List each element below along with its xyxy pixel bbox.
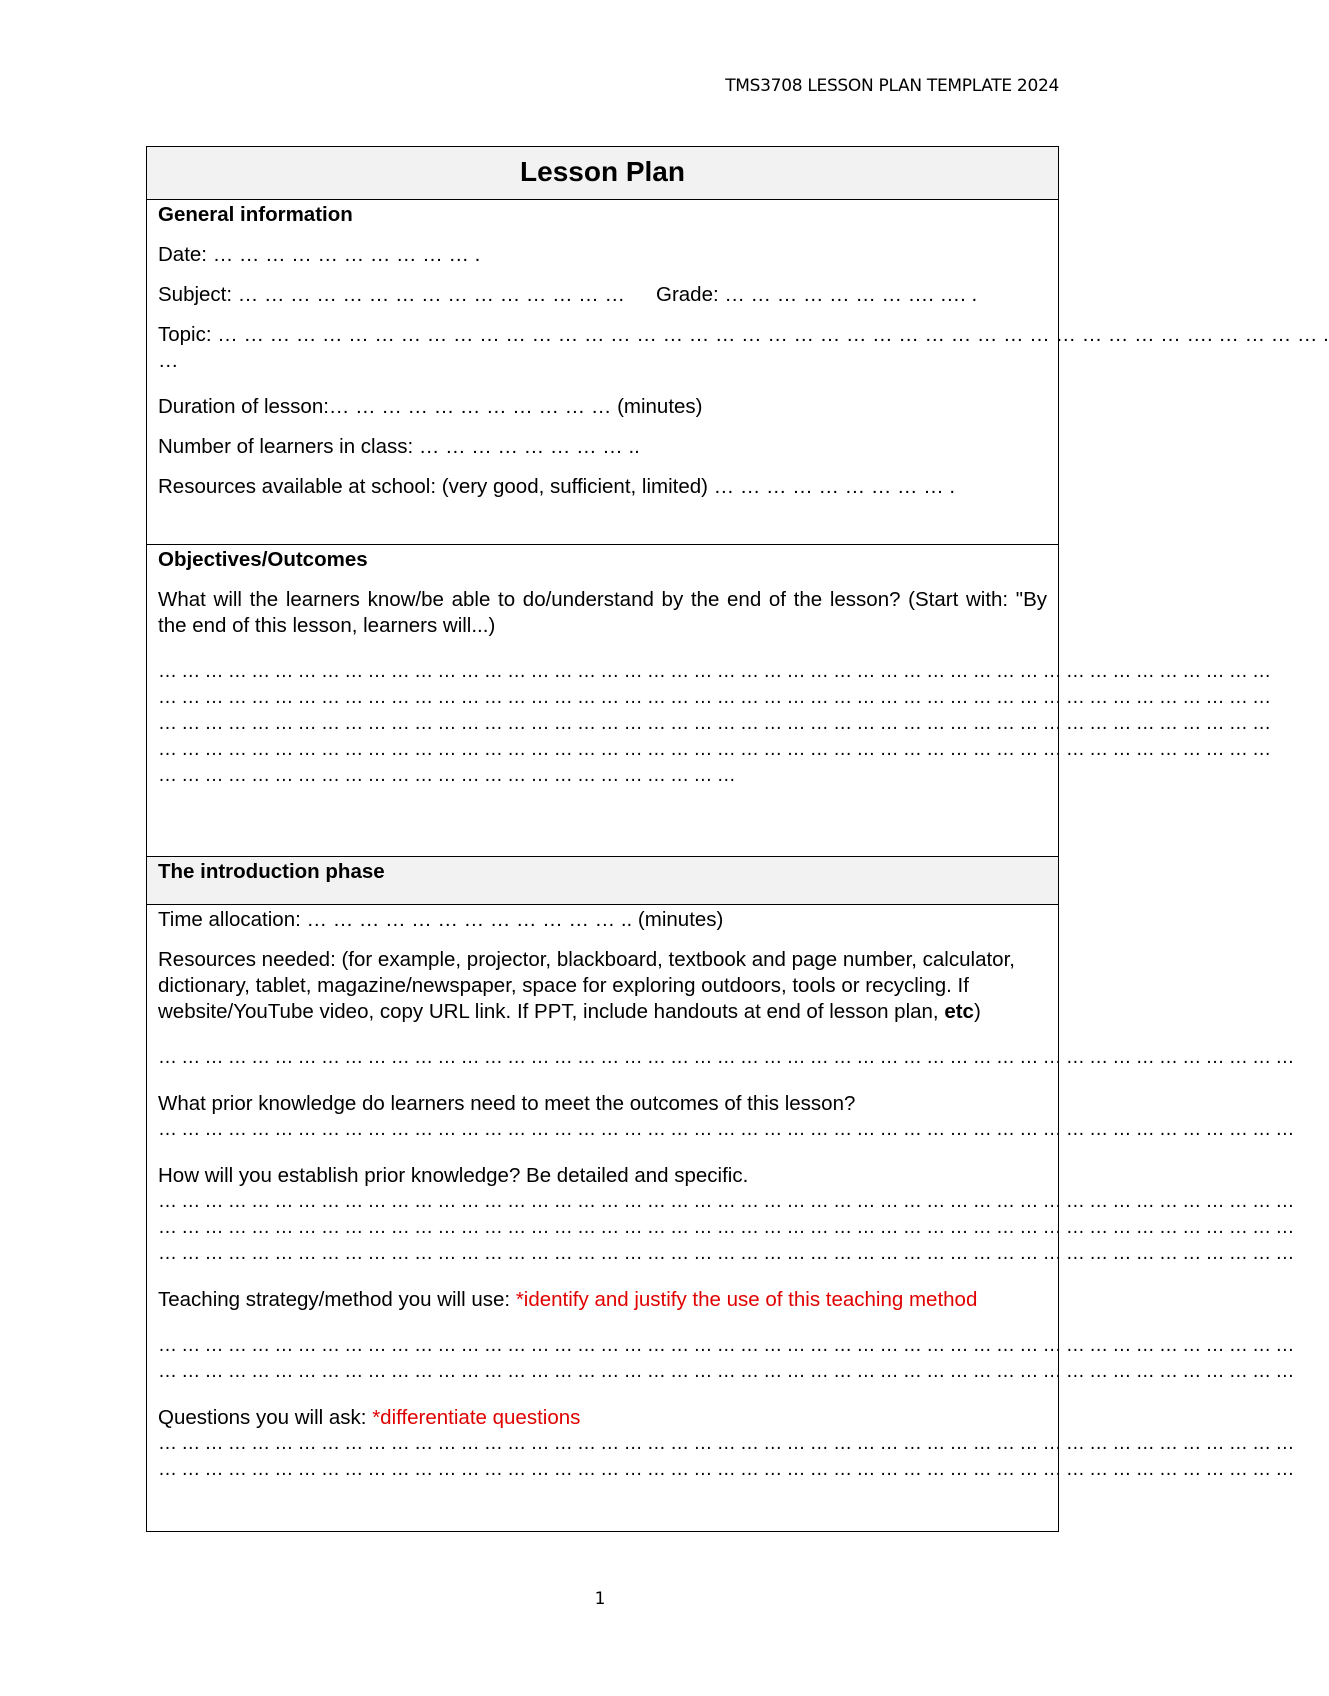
teaching-strategy-answer-line[interactable]: … … … … … … … … … … … … … … … … … … … … … … … … … … … … … … … … … … … … … … … … … … … … … … … … … bbox=[158, 1335, 1294, 1356]
introduction-section bbox=[147, 905, 1294, 1532]
page-number: 1 bbox=[594, 1589, 606, 1609]
page-header: TMS3708 LESSON PLAN TEMPLATE 2024 bbox=[725, 76, 1059, 96]
general-information-section bbox=[147, 200, 1329, 545]
subject-grade-row bbox=[158, 282, 1047, 308]
establish-knowledge-answer-line[interactable]: … … … … … … … … … … … … … … … … … … … … … … … … … … … … … … … … … … … … … … … … … … … … … … … … … bbox=[158, 1217, 1294, 1238]
topic-field-continued: … bbox=[158, 349, 179, 372]
introduction-heading-cell bbox=[147, 857, 1059, 905]
date-field[interactable]: Date: … … … … … … … … … … . bbox=[158, 243, 481, 266]
objectives-answer-line[interactable]: … … … … … … … … … … … … … … … … … … … … … … … … … bbox=[158, 765, 736, 786]
objectives-answer-line[interactable]: … … … … … … … … … … … … … … … … … … … … … … … … … … … … … … … … … … … … … … … … … … … … … … … … bbox=[158, 661, 1271, 682]
prior-knowledge-question: What prior knowledge do learners need to meet the outcomes of this lesson? bbox=[158, 1092, 856, 1115]
time-allocation-field[interactable]: Time allocation: … … … … … … … … … … … … .. (minutes) bbox=[158, 908, 724, 931]
prior-knowledge-answer-line[interactable]: … … … … … … … … … … … … … … … … … … … … … … … … … … … … … … … … … … … … … … … … … … … … … … … … … bbox=[158, 1119, 1294, 1140]
objectives-question: What will the learners know/be able to do/understand by the end of the lesson? (Start with: "By the end of this lesson, learners will...) bbox=[158, 588, 1047, 637]
objectives-answer-line[interactable]: … … … … … … … … … … … … … … … … … … … … … … … … … … … … … … … … … … … … … … … … … … … … … … … … bbox=[158, 713, 1271, 734]
topic-field[interactable]: Topic: … … … … … … … … … … … … … … … … … … … … … … … … … … … … … … … … … … … … … …. … … … … . bbox=[158, 323, 1329, 346]
learners-count-field[interactable]: Number of learners in class: … … … … … … … … .. bbox=[158, 435, 640, 458]
title-cell bbox=[147, 147, 1059, 200]
objectives-heading: Objectives/Outcomes bbox=[158, 548, 368, 571]
duration-field[interactable]: Duration of lesson:… … … … … … … … … … … (minutes) bbox=[158, 395, 703, 418]
questions-prompt: Questions you will ask: *differentiate questions bbox=[158, 1406, 581, 1429]
teaching-strategy-prompt: Teaching strategy/method you will use: *identify and justify the use of this teaching method bbox=[158, 1288, 978, 1311]
lesson-plan-title: Lesson Plan bbox=[520, 155, 685, 187]
questions-answer-line[interactable]: … … … … … … … … … … … … … … … … … … … … … … … … … … … … … … … … … … … … … … … … … … … … … … … … … bbox=[158, 1433, 1294, 1454]
objectives-answer-line[interactable]: … … … … … … … … … … … … … … … … … … … … … … … … … … … … … … … … … … … … … … … … … … … … … … … … bbox=[158, 739, 1271, 760]
subject-field[interactable]: Subject: … … … … … … … … … … … … … … … bbox=[158, 283, 626, 306]
introduction-heading: The introduction phase bbox=[158, 860, 385, 883]
establish-knowledge-answer-line[interactable]: … … … … … … … … … … … … … … … … … … … … … … … … … … … … … … … … … … … … … … … … … … … … … … … … … bbox=[158, 1191, 1294, 1212]
lesson-plan-table bbox=[146, 146, 1329, 1532]
objectives-section bbox=[147, 545, 1271, 857]
objectives-answer-line[interactable]: … … … … … … … … … … … … … … … … … … … … … … … … … … … … … … … … … … … … … … … … … … … … … … … … bbox=[158, 687, 1271, 708]
teaching-strategy-instruction: *identify and justify the use of this teaching method bbox=[515, 1288, 978, 1311]
questions-answer-line[interactable]: … … … … … … … … … … … … … … … … … … … … … … … … … … … … … … … … … … … … … … … … … … … … … … … … … bbox=[158, 1459, 1294, 1480]
resources-needed-text: Resources needed: (for example, projector, blackboard, textbook and page number, calculator, dictionary, tablet, magazine/newspaper, space for exploring outdoors, tools or recycling. If website/YouTube video, copy URL link. If PPT, include handouts at end of lesson plan, etc) bbox=[158, 948, 1015, 1023]
resources-answer-line[interactable]: … … … … … … … … … … … … … … … … … … … … … … … … … … … … … … … … … … … … … … … … … … … … … … … … … bbox=[158, 1047, 1294, 1068]
grade-field[interactable]: Grade: … … … … … … … …. …. . bbox=[656, 283, 978, 306]
establish-knowledge-question: How will you establish prior knowledge? Be detailed and specific. bbox=[158, 1164, 749, 1187]
school-resources-field[interactable]: Resources available at school: (very good, sufficient, limited) … … … … … … … … … . bbox=[158, 475, 956, 498]
establish-knowledge-answer-line[interactable]: … … … … … … … … … … … … … … … … … … … … … … … … … … … … … … … … … … … … … … … … … … … … … … … … … bbox=[158, 1243, 1294, 1264]
teaching-strategy-answer-line[interactable]: … … … … … … … … … … … … … … … … … … … … … … … … … … … … … … … … … … … … … … … … … … … … … … … … … bbox=[158, 1361, 1294, 1382]
general-information-heading: General information bbox=[158, 203, 353, 226]
questions-instruction: *differentiate questions bbox=[372, 1406, 581, 1429]
